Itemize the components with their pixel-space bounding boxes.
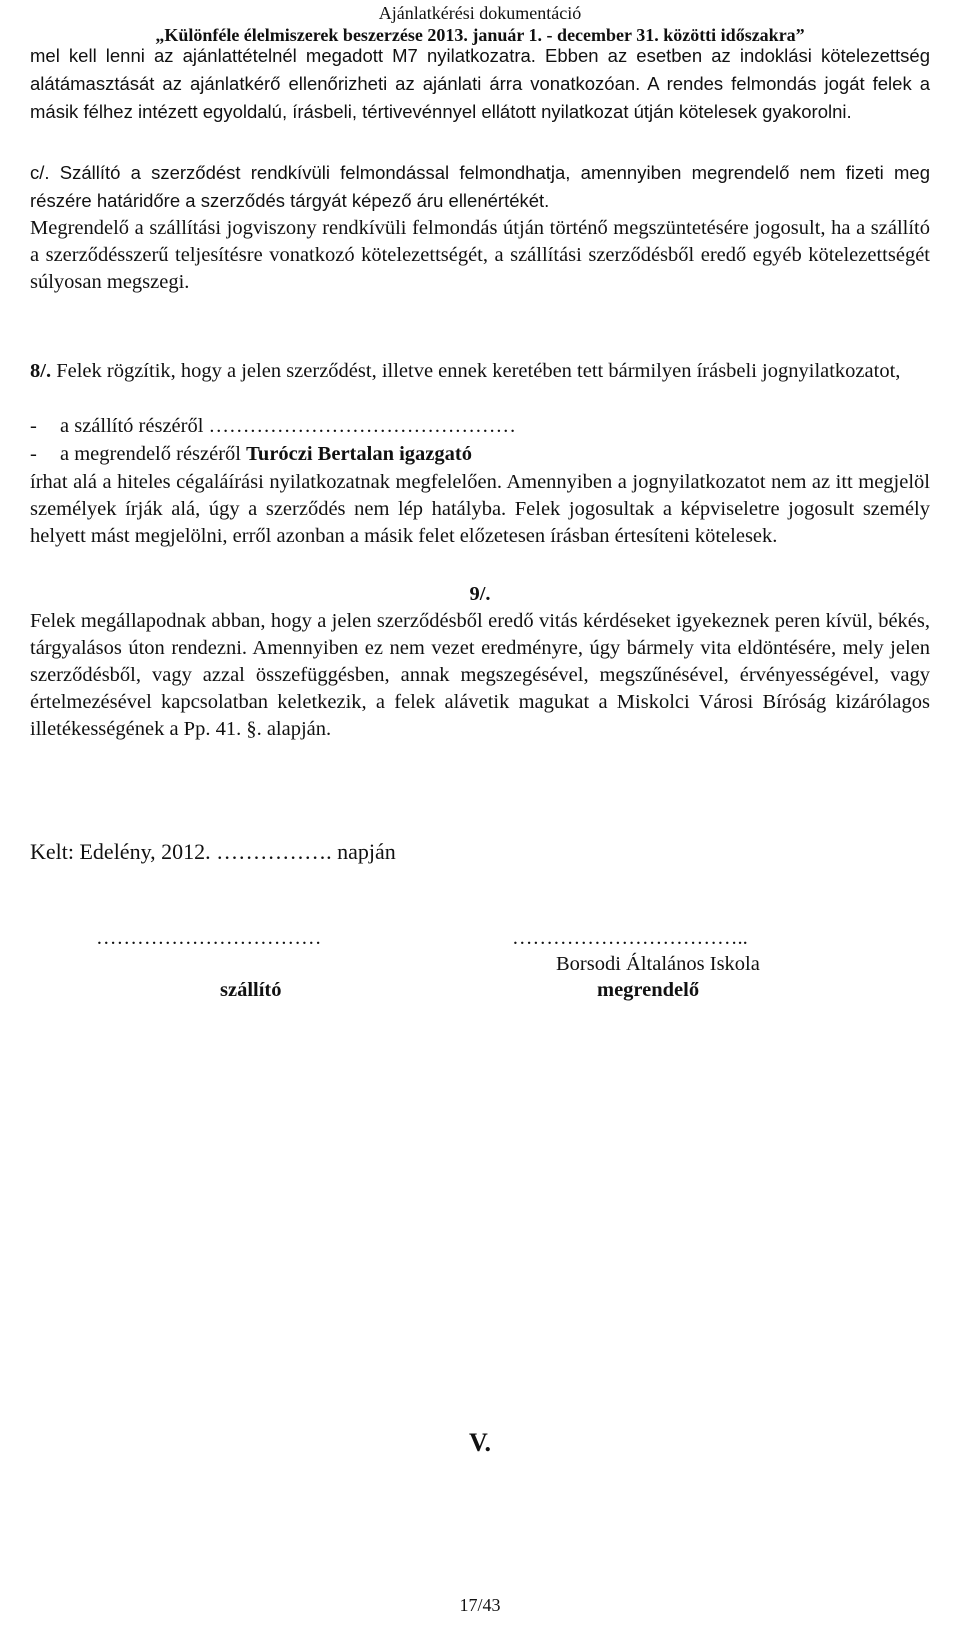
list-dash: - — [30, 415, 37, 437]
section-9-number: 9/. — [469, 583, 491, 605]
section-8-intro — [30, 358, 930, 385]
header-title: Ajánlatkérési dokumentáció — [378, 3, 582, 23]
header-subtitle: „Különféle élelmiszerek beszerzése 2013. január 1. - december 31. közötti időszakra” — [155, 25, 805, 45]
list-dash: - — [30, 443, 37, 465]
section-8-number: 8/. — [30, 360, 52, 382]
section-9-body: Felek megállapodnak abban, hogy a jelen szerződésből eredő vitás kérdéseket igyekeznek peren kívül, békés, tárgyalásos úton rendezni. Amennyiben ez nem vezet eredményre, úgy bármely vita eldöntésére, mely jelen szerződésből, vagy azzal összefüggésben, annak megszegésével, megszűnésével, érvényességével, vagy értelmezésével kapcsolatban keletkezik, a felek alávetik magukat a Miskolci Városi Bíróság kizárólagos illetékességének a Pp. 41. §. alapján. — [30, 610, 930, 740]
section-8-body: írhat alá a hiteles cégaláírási nyilatkozatnak megfelelően. Amennyiben a jognyilatkozatot nem az itt megjelöl személyek írják alá, úgy a szerződés nem lép hatályba. Felek jogosultak a képviseletre jogosult személy helyett mást megjelölni, erről azonban a másik felet előzetesen írásban értesíteni kötelesek. — [30, 471, 930, 547]
buyer-institution-name: Borsodi Általános Iskola — [556, 953, 760, 975]
paragraph-termination-rules: mel kell lenni az ajánlattételnél megadott M7 nyilatkozatra. Ebben az esetben az indoklási kötelezettség alátámasztását az ajánlatkérő ellenőrizheti az ajánlati árra vonatkozóan. A rendes felmondás jogát felek a másik félhez intézett egyoldalú, írásbeli, tértivevénnyel ellátott nyilatkozat útján kötelesek gyakorolni. — [30, 45, 930, 122]
page-number: 17/43 — [459, 1595, 501, 1615]
buyer-signatory-prefix: a megrendelő részéről — [60, 443, 247, 465]
chapter-heading: V. — [469, 1428, 491, 1457]
section-8-item-supplier — [30, 413, 930, 440]
paragraph-buyer-termination: Megrendelő a szállítási jogviszony rendkívüli felmondás útján történő megszüntetésére jogosult, ha a szállító a szerződésszerű teljesítésre vonatkozó kötelezettségét, a szállítási szerződésből eredő egyéb kötelezettségét súlyosan megszegi. — [30, 217, 930, 293]
supplier-signature-line: …………………………… — [96, 927, 322, 949]
paragraph-c-supplier-termination: c/. Szállító a szerződést rendkívüli felmondással felmondhatja, amennyiben megrendelő nem fizeti meg részére határidőre a szerződés tárgyát képező áru ellenértékét. — [30, 162, 930, 211]
page-header — [0, 2, 960, 46]
section-8-item-buyer — [30, 441, 930, 468]
buyer-signature-line: …………………………….. — [512, 927, 748, 949]
section-8-intro-text: Felek rögzítik, hogy a jelen szerződést, illetve ennek keretében tett bármilyen írásbeli jognyilatkozatot, — [51, 360, 901, 382]
buyer-signatory-name: Turóczi Bertalan igazgató — [246, 443, 472, 465]
supplier-role-label: szállító — [220, 979, 282, 1001]
supplier-signatory: a szállító részéről ……………………………………… — [60, 415, 517, 437]
date-place-line: Kelt: Edelény, 2012. ……………. napján — [30, 839, 396, 864]
buyer-role-label: megrendelő — [597, 979, 700, 1001]
